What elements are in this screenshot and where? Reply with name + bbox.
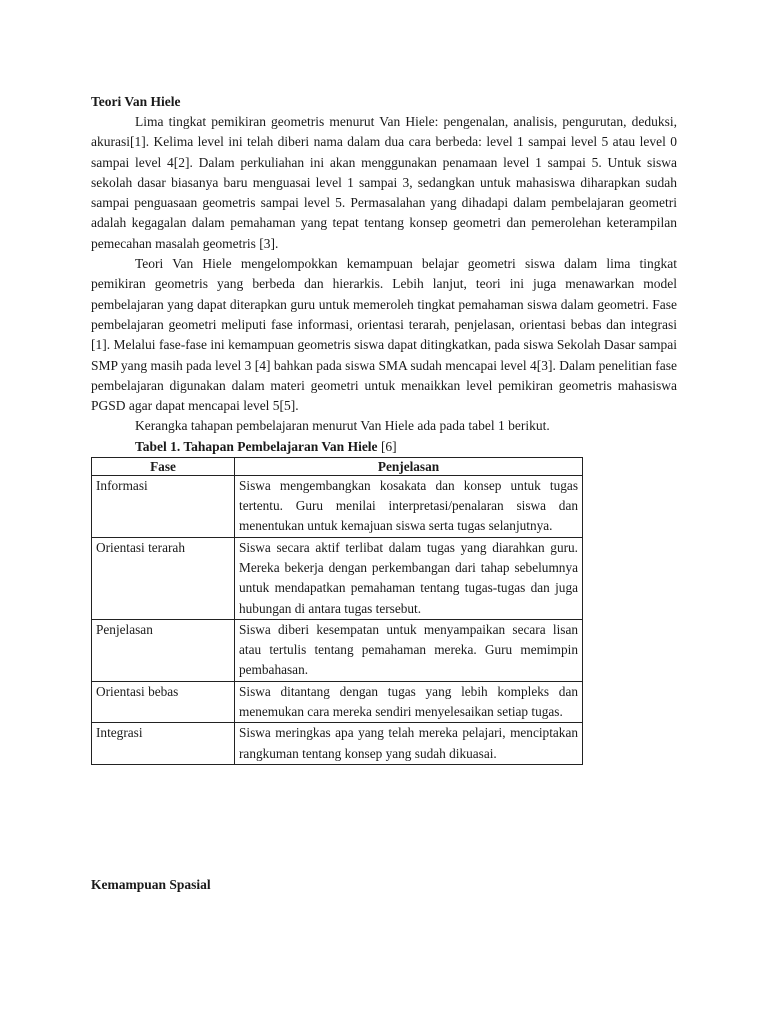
cell-penjelasan: Siswa mengembangkan kosakata dan konsep untuk tugas tertentu. Guru menilai interpretasi/penalaran siswa dan menentukan untuk kemajuan siswa serta tugas selanjutnya. — [235, 475, 583, 537]
header-fase: Fase — [92, 457, 235, 475]
section-heading-teori-van-hiele: Teori Van Hiele — [91, 94, 181, 109]
cell-penjelasan: Siswa diberi kesempatan untuk menyampaikan secara lisan atau tertulis tentang pemahaman mereka. Guru memimpin pembahasan. — [235, 619, 583, 681]
paragraph-3: Kerangka tahapan pembelajaran menurut Van Hiele ada pada tabel 1 berikut. — [135, 418, 550, 434]
table-header-row — [92, 457, 583, 475]
table-row — [92, 537, 583, 619]
cell-fase: Penjelasan — [92, 619, 235, 681]
cell-penjelasan: Siswa secara aktif terlibat dalam tugas yang diarahkan guru. Mereka bekerja dengan perkembangan dari tahap sebelumnya untuk mendapatkan pemahaman tentang tugas-tugas dan juga hubungan di antara tugas tersebut. — [235, 537, 583, 619]
table-caption-reference: [6] — [377, 438, 397, 454]
header-penjelasan: Penjelasan — [235, 457, 583, 475]
cell-penjelasan: Siswa ditantang dengan tugas yang lebih kompleks dan menemukan cara mereka sendiri menyelesaikan setiap tugas. — [235, 681, 583, 723]
table-caption — [135, 437, 677, 457]
table-row — [92, 723, 583, 765]
cell-fase: Integrasi — [92, 723, 235, 765]
paragraph-2: Teori Van Hiele mengelompokkan kemampuan belajar geometri siswa dalam lima tingkat pemikiran geometris yang berbeda dan hierarkis. Lebih lanjut, teori ini juga menawarkan model pembelajaran yang dapat diterapkan guru untuk memeroleh tingkat pemahaman siswa dalam geometri. Fase pembelajaran geometri meliputi fase informasi, orientasi terarah, penjelasan, orientasi bebas dan integrasi [1]. Melalui fase-fase ini kemampuan geometris siswa dapat ditingkatkan, pada siswa Sekolah Dasar sampai SMP yang masih pada level 3 [4] bahkan pada siswa SMA sudah mencapai level 4[3]. Dalam penelitian fase pembelajaran digunakan dalam materi geometri untuk menaikkan level pemikiran geometris mahasiswa PGSD agar dapat mencapai level 5[5]. — [91, 256, 677, 414]
table-row — [92, 619, 583, 681]
van-hiele-phases-table — [91, 457, 583, 765]
cell-fase: Informasi — [92, 475, 235, 537]
cell-fase: Orientasi terarah — [92, 537, 235, 619]
table-row — [92, 681, 583, 723]
table-row — [92, 475, 583, 537]
paragraph-1: Lima tingkat pemikiran geometris menurut Van Hiele: pengenalan, analisis, pengurutan, deduksi, akurasi[1]. Kelima level ini telah diberi nama dalam dua cara berbeda: level 1 sampai level 5 atau level 0 sampai level 4[2]. Dalam perkuliahan ini akan menggunakan penamaan level 1 sampai 5. Untuk siswa sekolah dasar biasanya baru menguasai level 1 sampai 3, sedangkan untuk mahasiswa diharapkan sudah sampai penguasaan geometris sampai level 5. Permasalahan yang dihadapi dalam pembelajaran geometri adalah kegagalan dalam pemahaman yang tepat tentang konsep geometri dan pemerolehan keterampilan pemecahan masalah geometris [3]. — [91, 114, 677, 251]
cell-fase: Orientasi bebas — [92, 681, 235, 723]
cell-penjelasan: Siswa meringkas apa yang telah mereka pelajari, menciptakan rangkuman tentang konsep yang sudah dikuasai. — [235, 723, 583, 765]
document-body — [91, 92, 677, 765]
section-heading-kemampuan-spasial: Kemampuan Spasial — [91, 877, 211, 892]
table-caption-title: Tabel 1. Tahapan Pembelajaran Van Hiele — [135, 438, 378, 454]
